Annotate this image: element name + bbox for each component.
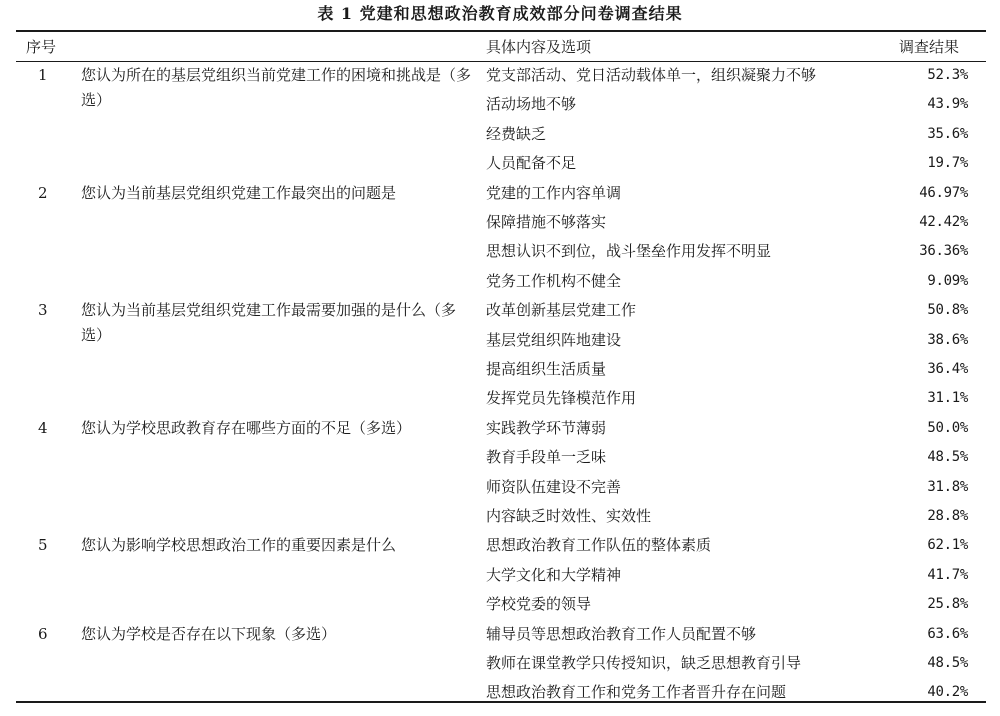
bottom-rule	[16, 701, 986, 703]
option-label: 辅导员等思想政治教育工作人员配置不够	[486, 624, 757, 643]
question-number: 3	[38, 301, 48, 320]
option-result: 50.8%	[927, 302, 968, 319]
option-label: 改革创新基层党建工作	[486, 301, 637, 320]
option-result: 46.97%	[919, 184, 968, 201]
header-cell-content: 具体内容及选项	[486, 38, 592, 56]
question-text: 您认为学校思政教育存在哪些方面的不足（多选）	[81, 418, 412, 437]
top-rule	[16, 30, 986, 32]
option-label: 党建的工作内容单调	[486, 183, 622, 202]
option-label: 大学文化和大学精神	[486, 565, 622, 584]
option-result: 63.6%	[927, 625, 968, 642]
option-result: 48.5%	[927, 655, 968, 671]
option-label: 基层党组织阵地建设	[486, 330, 622, 349]
question-text: 您认为影响学校思想政治工作的重要因素是什么	[81, 536, 397, 555]
header-rule	[16, 61, 986, 62]
option-label: 提高组织生活质量	[486, 360, 607, 378]
question-number: 2	[38, 183, 48, 202]
option-result: 35.6%	[927, 125, 968, 142]
option-result: 50.0%	[927, 419, 968, 436]
option-result: 48.5%	[927, 449, 968, 466]
question-number: 6	[38, 624, 48, 643]
option-result: 38.6%	[927, 331, 968, 348]
header-cell-no: 序号	[26, 38, 57, 56]
option-result: 31.8%	[927, 478, 968, 495]
question-number: 5	[38, 536, 48, 555]
option-result: 36.36%	[919, 243, 968, 260]
option-label: 思想政治教育工作队伍的整体素质	[486, 536, 712, 555]
option-result: 31.1%	[927, 390, 968, 407]
option-label: 思想政治教育工作和党务工作者晋升存在问题	[486, 683, 787, 702]
option-result: 52.3%	[927, 67, 968, 83]
option-label: 人员配备不足	[486, 154, 577, 173]
option-label: 学校党委的领导	[486, 595, 592, 614]
question-text: 您认为当前基层党组织党建工作最突出的问题是	[81, 183, 397, 202]
question-number: 1	[38, 66, 48, 84]
option-label: 发挥党员先锋模范作用	[486, 389, 637, 408]
option-result: 40.2%	[927, 684, 968, 701]
question-text: 您认为所在的基层党组织当前党建工作的困境和挑战是（多选）	[81, 66, 472, 109]
option-result: 43.9%	[927, 96, 968, 113]
option-label: 教育手段单一乏味	[486, 448, 607, 467]
table-title: 表 1 党建和思想政治教育成效部分问卷调查结果	[317, 4, 683, 23]
option-result: 62.1%	[927, 537, 968, 554]
question-text: 您认为学校是否存在以下现象（多选）	[81, 624, 337, 643]
option-label: 保障措施不够落实	[486, 213, 607, 231]
option-label: 思想认识不到位，战斗堡垒作用发挥不明显	[486, 242, 772, 261]
question-number: 4	[38, 418, 48, 437]
option-label: 活动场地不够	[486, 95, 577, 114]
option-result: 28.8%	[927, 508, 968, 524]
question-text: 您认为当前基层党组织党建工作最需要加强的是什么（多选）	[81, 301, 457, 345]
option-result: 25.8%	[927, 596, 968, 613]
option-result: 9.09%	[927, 272, 968, 289]
option-label: 教师在课堂教学只传授知识，缺乏思想教育引导	[486, 654, 802, 672]
option-label: 党务工作机构不健全	[486, 271, 622, 290]
option-label: 党支部活动、党日活动载体单一，组织凝聚力不够	[486, 66, 817, 84]
option-label: 内容缺乏时效性、实效性	[486, 507, 652, 525]
header-cell-result: 调查结果	[898, 38, 959, 56]
option-label: 经费缺乏	[486, 124, 547, 143]
option-result: 41.7%	[927, 566, 968, 583]
option-label: 实践教学环节薄弱	[486, 418, 607, 437]
option-result: 42.42%	[919, 214, 968, 230]
option-label: 师资队伍建设不完善	[486, 477, 622, 496]
option-result: 36.4%	[927, 361, 968, 377]
option-result: 19.7%	[927, 155, 968, 172]
